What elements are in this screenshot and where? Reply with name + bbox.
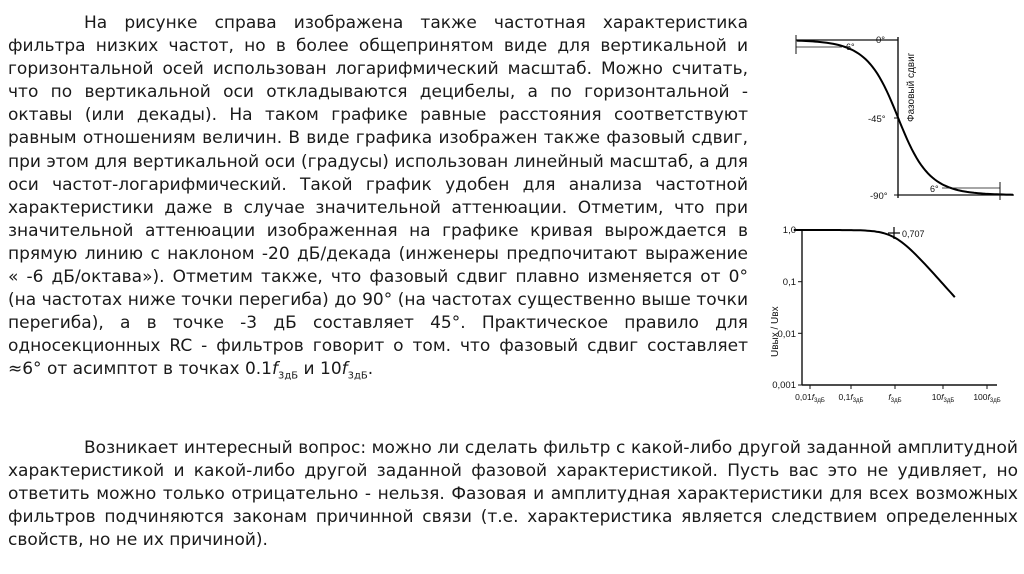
amp-ytick-label-1: 1,0 bbox=[782, 225, 796, 236]
paragraph-2: Возникает интересный вопрос: можно ли сделать фильтр с какой-либо другой заданной амплитудной характеристикой и какой-либо другой заданной фазовой характеристикой. Пусть вас это не удивляет, но ответить можно только отрицательно - нельзя. Фазовая и амплитудная характеристики для всех возможных фильтров подчиняются законам причинной связи (т.е. характеристика является следствием определенных свойств, но не их причиной). bbox=[8, 438, 1018, 551]
phase-y-label: Фазовый сдвиг bbox=[906, 52, 917, 122]
phase-curve bbox=[797, 41, 1013, 195]
phase-tick-label-90: -90° bbox=[870, 191, 888, 202]
amp-xtick-label-10: $10f_{3дБ}$ bbox=[931, 392, 955, 404]
amp-y-label: Uвых / Uвх bbox=[770, 306, 781, 357]
amp-xtick-label-1: $f_{3дБ}$ bbox=[888, 392, 902, 404]
phase-shift-chart bbox=[790, 32, 1020, 212]
paragraph-1-text: На рисунке справа изображена также частотная характеристика фильтра низких частот, но в более общепринятом виде для вертикальной и горизонтальной осей использован логарифмический масштаб. Можно считать, что по вертикальной оси откладываются децибелы, а по горизонтальной - октавы (или декады). На таком графике равные расстояния соответствуют равным отношениям величин. В виде графика изображен также фазовый сдвиг, при этом для вертикальной оси (градусы) использован линейный масштаб, а для оси частот-логарифмический. Такой график удобен для анализа частотной характеристики даже в случае значительной аттенюации. Отметим, что при значительной аттенюации изображенная на графике кривая вырождается в прямую линию с наклоном -20 дБ/декада (инженеры предпочитают выражение « -6 дБ/октава»). Отметим также, что фазовый сдвиг плавно изменяется от 0° (на частотах ниже точки перегиба) до 90° (на частотах существенно выше точки перегиба), а в точке -3 дБ составляет 45°. Практическое правило для односекционных RC - фильтров говорит о том. что фазовый сдвиг составляет ≈6° от асимптот в точках 0.1 bbox=[8, 13, 748, 380]
phase-tick-label-45: -45° bbox=[868, 114, 886, 125]
amp-xtick-label-100: $100f_{3дБ}$ bbox=[973, 392, 1001, 404]
amplitude-chart bbox=[762, 222, 1024, 408]
phase-tick-label-0: 0° bbox=[876, 35, 886, 46]
f-symbol-1: f bbox=[272, 359, 278, 380]
amp-curve bbox=[794, 230, 955, 297]
subscript-3db-1: 3дБ bbox=[278, 370, 299, 382]
f-symbol-2: f bbox=[341, 359, 348, 380]
amp-xtick-label-01: $0,1f_{3дБ}$ bbox=[838, 392, 864, 404]
paragraph-1 bbox=[8, 12, 748, 388]
paragraph-1-end: . bbox=[367, 359, 374, 380]
amp-xtick-label-001: $0,01f_{3дБ}$ bbox=[795, 392, 825, 404]
and-10-text: и 10 bbox=[298, 359, 342, 380]
annot-top-label: 6° bbox=[846, 42, 855, 52]
amp-ytick-label-01: 0,1 bbox=[782, 277, 796, 288]
amp-point-label: 0,707 bbox=[902, 229, 925, 239]
annot-bottom-label: 6° bbox=[930, 184, 939, 194]
subscript-3db-2: 3дБ bbox=[347, 370, 368, 382]
amp-ytick-label-0001: 0,001 bbox=[772, 380, 796, 391]
amp-ytick-label-001: 0,01 bbox=[777, 329, 796, 340]
